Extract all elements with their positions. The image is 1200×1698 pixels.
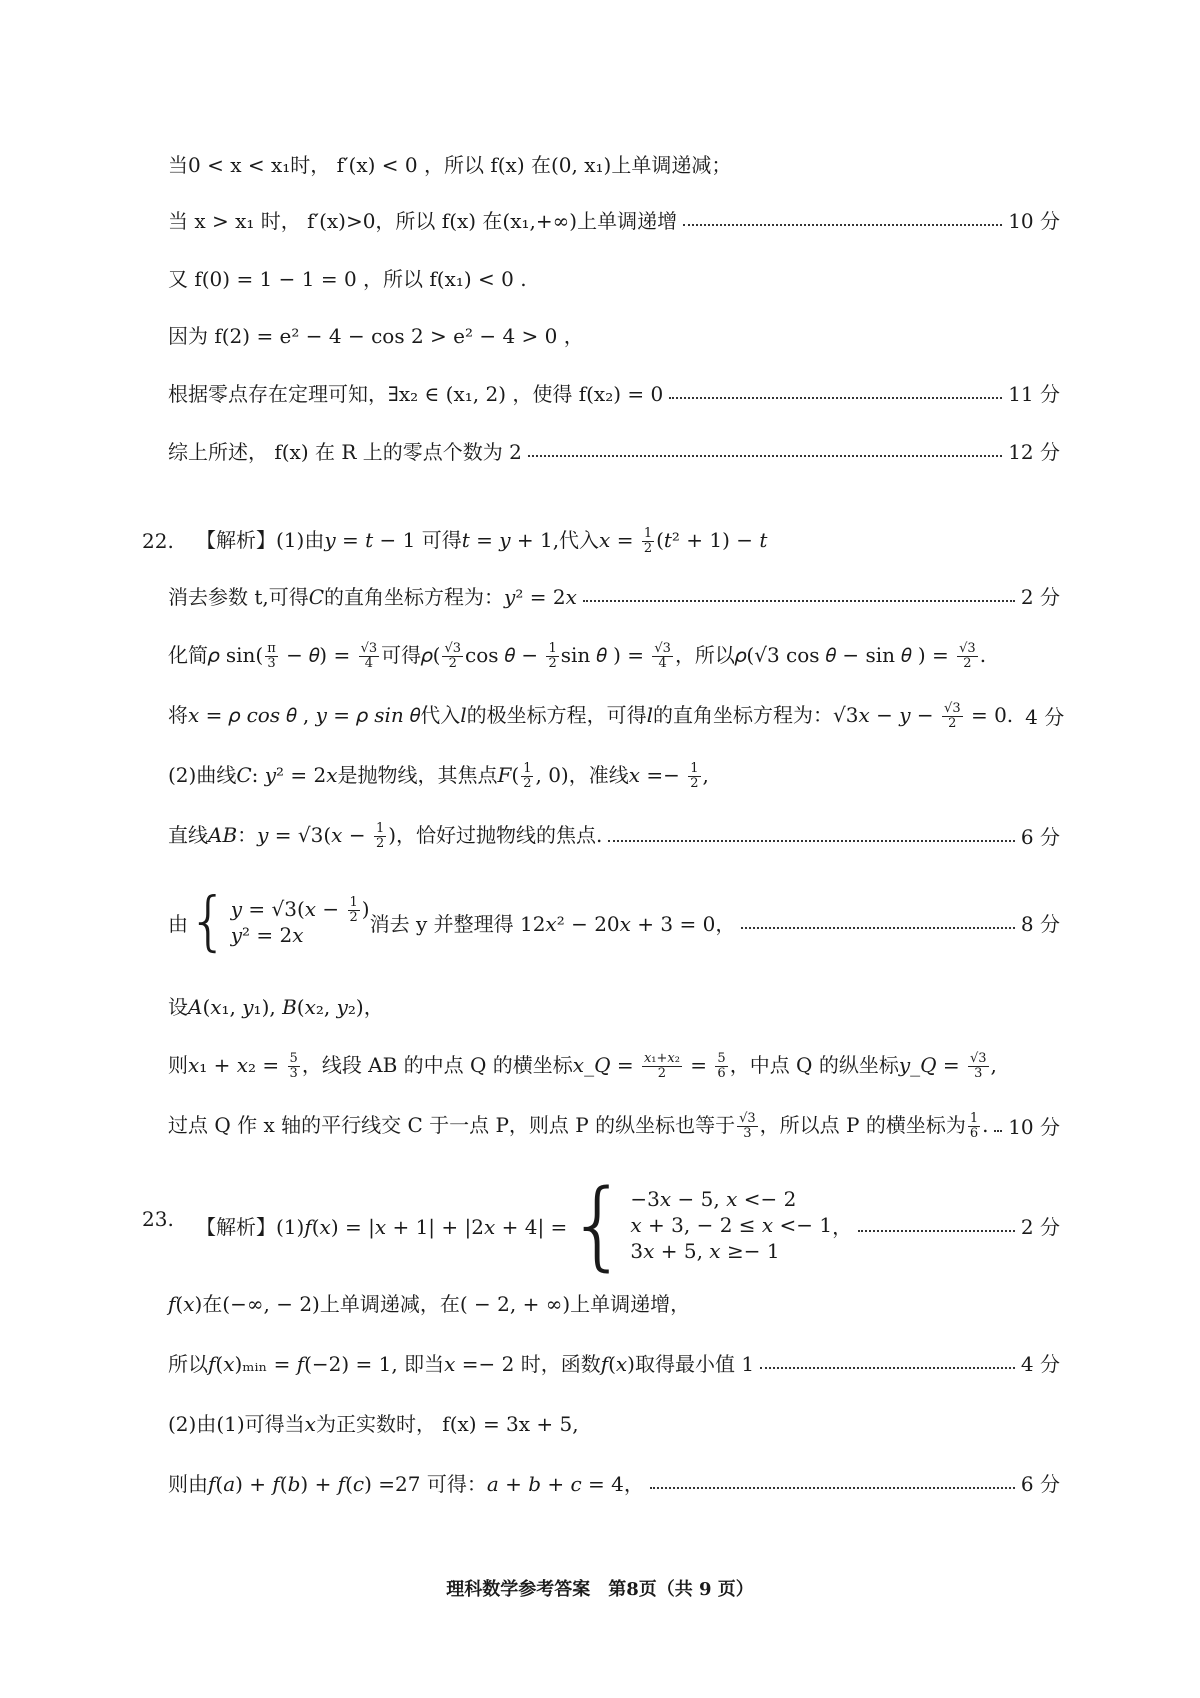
leader-dots [683,224,1002,226]
fraction: $\frac{\text{𝑥₁+𝑥₂}}{2}$ [643,1051,680,1081]
numerator: 1 [643,526,653,541]
equation-system: 𝑦 = √3(𝑥 − $\frac{1}{2}$ ) 𝑦² = 2𝑥 [230,895,370,947]
fraction: $\frac{1}{2}$ [349,895,358,925]
fraction: $\frac{√3}{3}$ [969,1051,987,1081]
fraction [642,527,654,556]
line-text: 综上所述， f(x) 在 R 上的零点个数为 2 [168,439,522,464]
fraction: $\frac{√3}{4}$ [654,641,671,671]
text-line [168,575,1060,615]
text-line [168,372,1060,412]
fraction: $\frac{\pi}{3}$ [267,641,276,671]
line-text-part: (𝑡² + 1) − 𝑡 [656,528,768,552]
text-line [168,885,1060,959]
fraction: $\frac{5}{6}$ [717,1051,726,1081]
left-brace: { [188,885,229,959]
score-label: 10 分 [1008,1114,1060,1139]
leader-dots [608,840,1015,842]
score-label: 2 分 [1020,1214,1060,1239]
left-brace: { [567,1169,629,1281]
text-line [168,143,1060,183]
leader-dots [741,927,1015,929]
text-line [168,635,1060,675]
line-text: (2)由(1)可得当𝑥为正实数时， f(x) = 3x + 5, [168,1411,579,1436]
line-text: 消去参数 t,可得𝐶的直角坐标方程为：𝑦² = 2𝑥 [168,584,577,609]
leader-dots [528,455,1002,457]
fraction: $\frac{5}{3}$ [289,1051,298,1081]
line-text: 根据零点存在定理可知，∃x₂ ∈ (x₁, 2) ，使得 f(x₂) = 0 [168,381,664,406]
line-text: 由 { 𝑦 = √3(𝑥 − $\frac{1}{2}$ ) 𝑦² = 2𝑥 消去 y 并整理得 12𝑥² − 20𝑥 + 3 = 0， [168,885,736,959]
fraction: $\frac{√3}{3}$ [739,1111,756,1141]
fraction: $\frac{√3}{4}$ [360,641,378,671]
text-line [168,1045,1060,1085]
score-label: 8 分 [1020,911,1060,936]
text-line [168,755,1060,795]
text-line [168,1282,1060,1322]
piecewise-cases: −3𝑥 − 5, 𝑥 <− 2 𝑥 + 3, − 2 ≤ 𝑥 <− 1 3𝑥 + 5, 𝑥 ≥− 1 [630,1187,833,1263]
score-label: 4 分 [1025,704,1065,729]
line-text: 设𝐴(𝑥₁, 𝑦₁), 𝐵(𝑥₂, 𝑦₂)， [168,994,384,1019]
line-text: 化简𝜌 sin( $\frac{\pi}{3}$ − 𝜃) = $\frac{√3}{4}$ 可得𝜌( $\frac{√3}{2}$ cos 𝜃 − $\frac{1}{2}$ sin 𝜃 ) = $\frac{√3}{4}$ ，所以𝜌(√3 cos 𝜃 − sin 𝜃 ) = $\frac{√3}{2}$ . [168,641,987,671]
score-label: 6 分 [1020,824,1060,849]
fraction: $\frac{√3}{2}$ [959,641,976,671]
line-text: 过点 Q 作 x 轴的平行线交 C 于一点 P，则点 P 的纵坐标也等于 $\frac{√3}{3}$ ，所以点 P 的横坐标为 $\frac{1}{6}$ . [168,1111,989,1141]
text-line [168,1462,1060,1502]
line-text: 将𝑥 = 𝜌 𝑐𝑜𝑠 𝜃 , 𝑦 = 𝜌 𝑠𝑖𝑛 𝜃代入𝑙的极坐标方程，可得𝑙的直角坐标方程为：√3𝑥 − 𝑦 − $\frac{√3}{2}$ = 0. [168,701,1014,731]
fraction: $\frac{√3}{2}$ [444,641,462,671]
fraction: $\frac{1}{2}$ [548,641,557,671]
score-label: 2 分 [1020,584,1060,609]
score-label: 11 分 [1008,381,1060,406]
score-label: 6 分 [1020,1471,1060,1496]
text-line [168,199,1060,239]
line-text: 因为 f(2) = e² − 4 − cos 2 > e² − 4 > 0 ， [168,323,584,348]
line-text: 直线𝐴𝐵：𝑦 = √3(𝑥 − $\frac{1}{2}$ )，恰好过抛物线的焦点. [168,821,603,851]
fraction: $\frac{√3}{2}$ [944,701,961,731]
fraction: $\frac{1}{2}$ [375,821,385,851]
line-text: 又 f(0) = 1 − 1 = 0 ，所以 f(x₁) < 0 . [168,266,527,291]
fraction: $\frac{1}{6}$ [969,1111,979,1141]
text-line [168,314,1060,354]
question-number: 22. [142,529,174,553]
score-label: 4 分 [1020,1351,1060,1376]
text-line [168,815,1060,855]
denominator: 2 [643,541,653,556]
leader-dots [994,1130,1002,1132]
page-footer: 理科数学参考答案 第8页（共 9 页） [446,1579,754,1600]
line-text: 【解析】(1)𝑓(𝑥) = |𝑥 + 1| + |2𝑥 + 4| = { −3𝑥 − 5, 𝑥 <− 2 𝑥 + 3, − 2 ≤ 𝑥 <− 1 3𝑥 + 5, 𝑥 ≥− 1 ， [196,1169,853,1281]
line-text: (2)曲线𝐶: 𝑦² = 2𝑥是抛物线，其焦点𝐹( $\frac{1}{2}$ , 0)，准线𝑥 =− $\frac{1}{2}$ , [168,761,709,791]
score-label: 12 分 [1008,439,1060,464]
text-line [196,520,1060,560]
text-line [168,985,1060,1025]
leader-dots [669,397,1002,399]
text-line [168,1402,1060,1442]
text-line [168,1342,1060,1382]
line-text: 当0 < x < x₁时， f′(x) < 0 ，所以 f(x) 在(0, x₁)上单调递减； [168,152,732,177]
text-line [168,695,1065,735]
fraction: $\frac{1}{2}$ [523,761,532,791]
leader-dots [760,1367,1015,1369]
fraction: $\frac{1}{2}$ [690,761,699,791]
line-text: 𝑓(𝑥)在(−∞, − 2)上单调递减，在( − 2, + ∞)上单调递增， [168,1291,691,1316]
leader-dots [650,1487,1015,1489]
score-label: 10 分 [1008,208,1060,233]
leader-dots [858,1230,1015,1232]
text-line [196,1169,1060,1281]
question-number: 23. [142,1207,174,1231]
line-text: 当 x > x₁ 时， f′(x)>0，所以 f(x) 在(x₁,+∞)上单调递增 [168,208,678,233]
line-text: 则𝑥₁ + 𝑥₂ = $\frac{5}{3}$ ，线段 AB 的中点 Q 的横坐标𝑥_𝑄 = $\frac{\text{𝑥₁+𝑥₂}}{2}$ = $\frac{5}{6}$ ，中点 Q 的纵坐标𝑦_𝑄 = $\frac{√3}{3}$ , [168,1051,997,1081]
text-line [168,257,1060,297]
line-text: 所以𝑓(𝑥)ₘᵢₙ = 𝑓(−2) = 1, 即当𝑥 =− 2 时，函数𝑓(𝑥)取得最小值 1 [168,1351,755,1376]
text-line [168,1105,1060,1145]
leader-dots [583,600,1015,602]
text-line [168,430,1060,470]
line-text: 则由𝑓(𝑎) + 𝑓(𝑏) + 𝑓(𝑐) =27 可得：𝑎 + 𝑏 + 𝑐 = 4， [168,1471,644,1496]
line-text [196,524,767,556]
line-text-part: 【解析】(1)由𝑦 = 𝑡 − 1 可得𝑡 = 𝑦 + 1,代入𝑥 = [196,528,640,552]
